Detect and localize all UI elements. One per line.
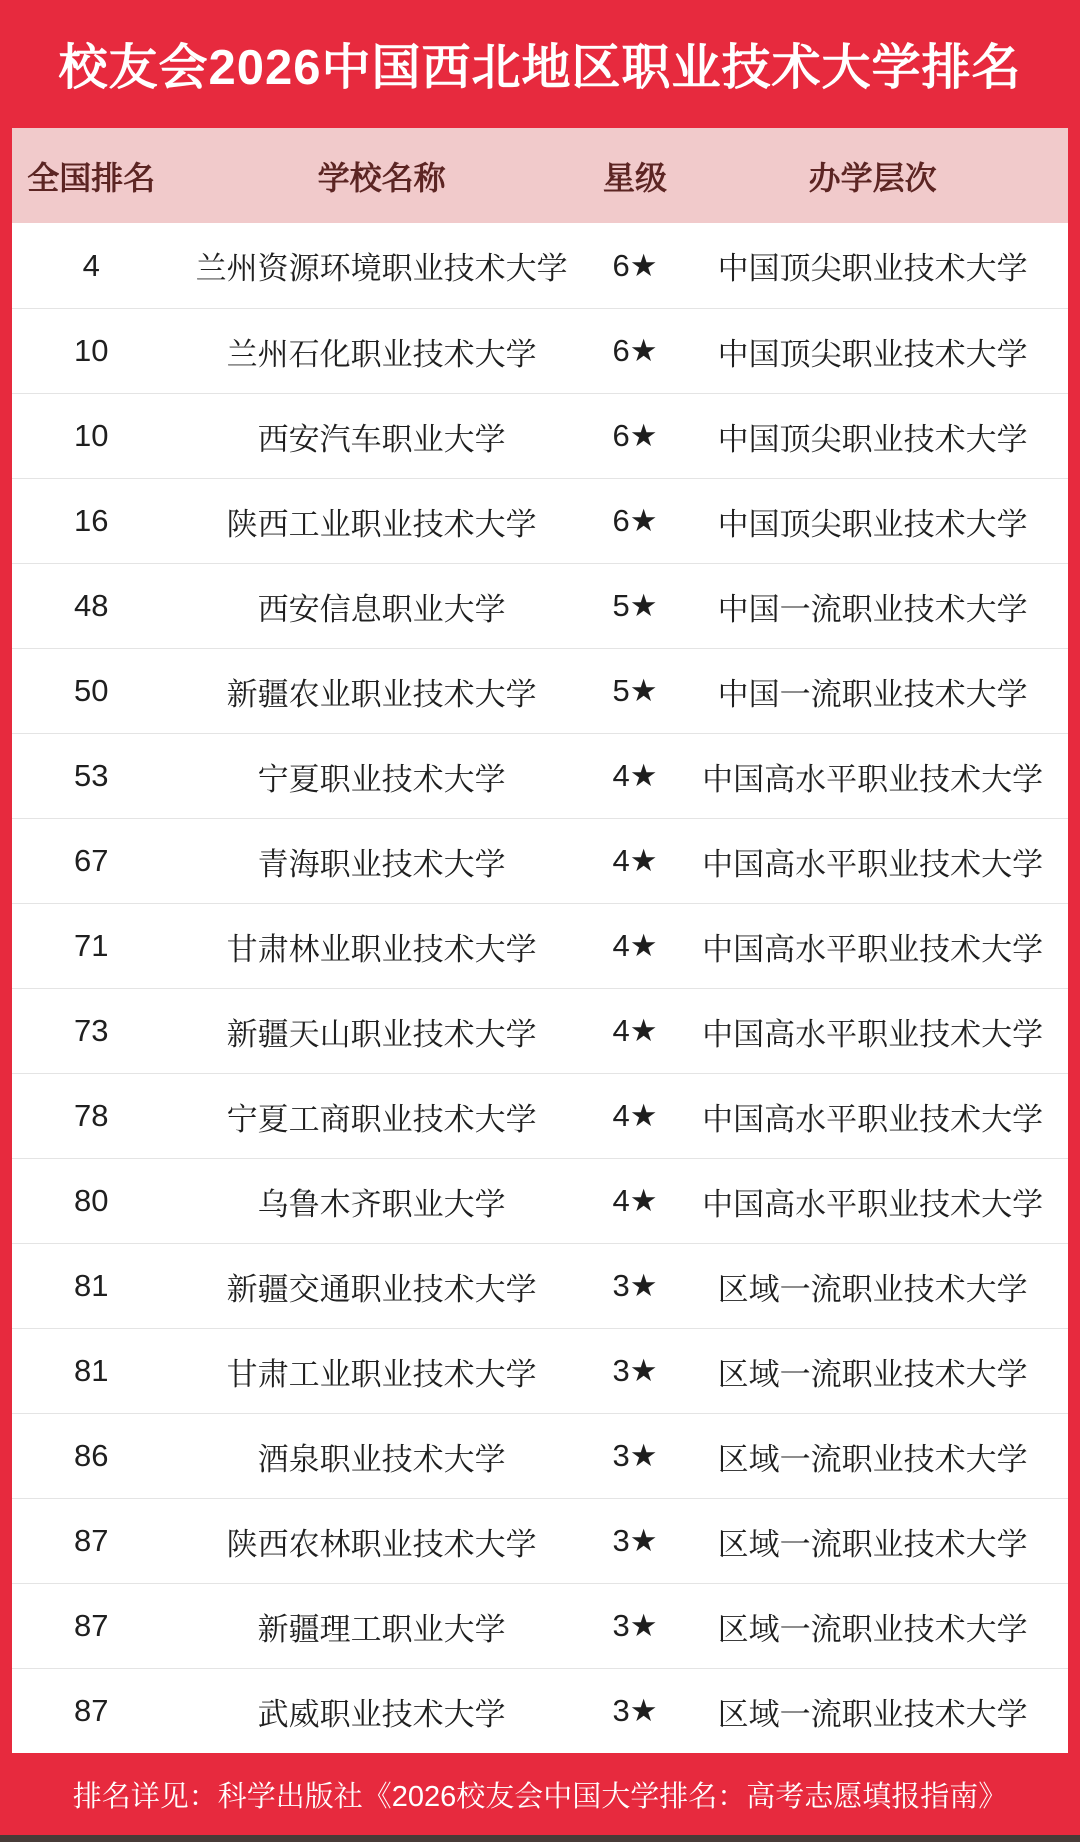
table-row	[12, 1243, 1068, 1328]
cell-level: 中国高水平职业技术大学	[702, 931, 1044, 967]
cell-level: 中国一流职业技术大学	[717, 591, 1028, 627]
cell-rank: 81	[73, 1268, 109, 1303]
cell-school: 陕西工业职业技术大学	[226, 506, 537, 542]
cell-level: 中国顶尖职业技术大学	[717, 251, 1028, 286]
cell-level: 中国高水平职业技术大学	[702, 761, 1044, 797]
cell-school: 宁夏职业技术大学	[257, 761, 506, 797]
cell-rank: 86	[73, 1438, 109, 1473]
cell-level: 区域一流职业技术大学	[717, 1696, 1028, 1732]
table-row	[12, 1413, 1068, 1498]
table-row	[12, 1158, 1068, 1243]
cell-level: 区域一流职业技术大学	[717, 1526, 1028, 1562]
table-row	[12, 223, 1068, 308]
cell-school: 新疆天山职业技术大学	[226, 1016, 537, 1052]
cell-school: 新疆交通职业技术大学	[226, 1271, 537, 1307]
table-row	[12, 988, 1068, 1073]
table-row	[12, 648, 1068, 733]
cell-school: 武威职业技术大学	[257, 1696, 506, 1732]
cell-rank: 80	[73, 1183, 109, 1218]
table-row	[12, 1328, 1068, 1413]
cell-school: 宁夏工商职业技术大学	[226, 1101, 537, 1137]
table-row	[12, 1583, 1068, 1668]
page-title: 校友会2026中国西北地区职业技术大学排名	[58, 41, 1022, 95]
cell-stars: 6★	[612, 503, 658, 538]
cell-level: 中国顶尖职业技术大学	[717, 336, 1028, 372]
bottom-strip	[0, 1835, 1080, 1842]
cell-stars: 4★	[612, 758, 658, 793]
column-header-rank: 全国排名	[27, 159, 156, 196]
cell-rank: 10	[73, 333, 109, 368]
cell-school: 兰州资源环境职业技术大学	[195, 251, 568, 286]
column-header-stars: 星级	[603, 159, 668, 196]
cell-rank: 81	[73, 1353, 109, 1388]
cell-stars: 3★	[612, 1268, 658, 1303]
cell-level: 中国顶尖职业技术大学	[717, 421, 1028, 457]
cell-stars: 5★	[612, 673, 658, 708]
table-body	[12, 223, 1068, 1753]
cell-stars: 3★	[612, 1608, 658, 1643]
table-header	[12, 128, 1068, 223]
cell-level: 区域一流职业技术大学	[717, 1441, 1028, 1477]
cell-rank: 87	[73, 1608, 109, 1643]
cell-level: 中国高水平职业技术大学	[702, 846, 1044, 882]
cell-rank: 67	[73, 843, 109, 878]
table-row	[12, 818, 1068, 903]
cell-rank: 10	[73, 418, 109, 453]
cell-rank: 53	[73, 758, 109, 793]
table-row	[12, 1668, 1068, 1753]
table-row	[12, 1498, 1068, 1583]
cell-school: 西安汽车职业大学	[257, 421, 506, 457]
cell-stars: 6★	[612, 247, 658, 283]
cell-rank: 87	[73, 1523, 109, 1558]
footer	[0, 1753, 1080, 1842]
cell-rank: 48	[73, 588, 109, 623]
cell-school: 青海职业技术大学	[257, 846, 506, 882]
cell-stars: 6★	[612, 418, 658, 453]
table-row	[12, 563, 1068, 648]
cell-school: 甘肃工业职业技术大学	[226, 1356, 537, 1392]
cell-stars: 3★	[612, 1693, 658, 1728]
ranking-table	[12, 128, 1068, 1753]
table-row	[12, 393, 1068, 478]
cell-level: 区域一流职业技术大学	[717, 1611, 1028, 1647]
table-row	[12, 1073, 1068, 1158]
cell-stars: 3★	[612, 1353, 658, 1388]
cell-school: 兰州石化职业技术大学	[226, 336, 537, 372]
cell-stars: 3★	[612, 1438, 658, 1473]
cell-rank: 78	[73, 1098, 109, 1133]
cell-level: 中国高水平职业技术大学	[702, 1186, 1044, 1222]
cell-school: 新疆理工职业大学	[257, 1611, 506, 1647]
cell-level: 中国高水平职业技术大学	[702, 1101, 1044, 1137]
cell-school: 西安信息职业大学	[257, 591, 506, 627]
table-row	[12, 903, 1068, 988]
cell-stars: 4★	[612, 1183, 658, 1218]
cell-rank: 4	[82, 247, 100, 283]
cell-school: 陕西农林职业技术大学	[226, 1526, 537, 1562]
column-header-school: 学校名称	[317, 159, 446, 196]
cell-stars: 4★	[612, 1098, 658, 1133]
cell-school: 新疆农业职业技术大学	[226, 676, 537, 712]
column-header-level: 办学层次	[808, 159, 937, 196]
cell-rank: 73	[73, 1013, 109, 1048]
cell-rank: 71	[73, 928, 109, 963]
cell-stars: 5★	[612, 588, 658, 623]
cell-stars: 6★	[612, 333, 658, 368]
cell-stars: 4★	[612, 843, 658, 878]
cell-rank: 50	[73, 673, 109, 708]
cell-level: 区域一流职业技术大学	[717, 1271, 1028, 1307]
cell-school: 甘肃林业职业技术大学	[226, 931, 537, 967]
cell-stars: 3★	[612, 1523, 658, 1558]
footer-note: 排名详见：科学出版社《2026校友会中国大学排名：高考志愿填报指南》	[72, 1781, 1008, 1813]
table-row	[12, 308, 1068, 393]
cell-level: 中国顶尖职业技术大学	[717, 506, 1028, 542]
cell-school: 酒泉职业技术大学	[257, 1441, 506, 1477]
table-row	[12, 733, 1068, 818]
cell-school: 乌鲁木齐职业大学	[257, 1186, 506, 1222]
cell-rank: 87	[73, 1693, 109, 1728]
table-row	[12, 478, 1068, 563]
title-bar	[0, 0, 1080, 128]
cell-rank: 16	[73, 503, 109, 538]
cell-stars: 4★	[612, 1013, 658, 1048]
cell-level: 中国高水平职业技术大学	[702, 1016, 1044, 1052]
cell-level: 区域一流职业技术大学	[717, 1356, 1028, 1392]
cell-level: 中国一流职业技术大学	[717, 676, 1028, 712]
cell-stars: 4★	[612, 928, 658, 963]
